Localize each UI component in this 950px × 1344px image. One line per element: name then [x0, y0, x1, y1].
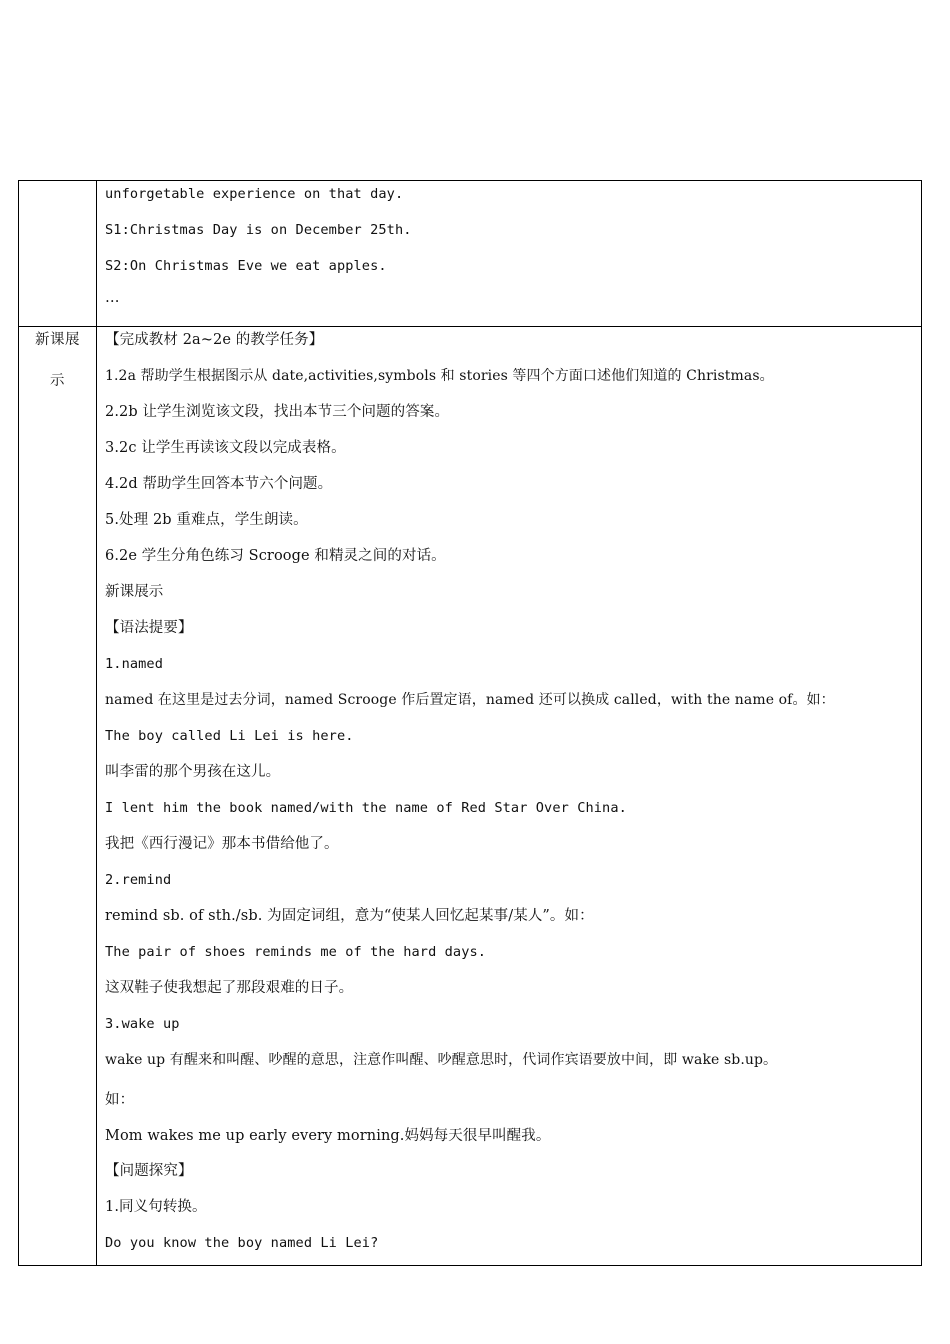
task-1: 1.2a 帮助学生根据图示从 date,activities,symbols 和 stories 等四个方面口述他们知道的 Christmas。 — [105, 368, 774, 384]
grammar-1-example2-zh: 我把《西行漫记》那本书借给他了。 — [105, 836, 339, 852]
grammar-1-explain: named 在这里是过去分词，named Scrooge 作后置定语，named 还可以换成 called，with the name of。如： — [105, 692, 835, 708]
grammar-heading: 【语法提要】 — [105, 620, 193, 636]
grammar-1-title: 1.named — [105, 656, 163, 672]
task-6: 6.2e 学生分角色练习 Scrooge 和精灵之间的对话。 — [105, 548, 446, 564]
row2-label-line1: 新课展 — [35, 332, 80, 348]
grammar-3-example-lead: 如： — [105, 1092, 135, 1108]
row2-label-line2: 示 — [50, 373, 65, 389]
grammar-3-explain: wake up 有醒来和叫醒、吵醒的意思，注意作叫醒、吵醒意思时，代词作宾语要放中间，即 wake sb.up。 — [105, 1052, 778, 1068]
section-new-lesson: 新课展示 — [105, 584, 164, 600]
grammar-2-example-en: The pair of shoes reminds me of the hard days. — [105, 944, 487, 960]
column-divider — [96, 181, 97, 1265]
row-divider — [19, 326, 921, 327]
row1-line-2: S1:Christmas Day is on December 25th. — [105, 222, 412, 238]
task-heading: 【完成教材 2a~2e 的教学任务】 — [105, 332, 324, 348]
task-2: 2.2b 让学生浏览该文段，找出本节三个问题的答案。 — [105, 404, 450, 420]
row1-ellipsis: … — [105, 290, 120, 306]
inquiry-heading: 【问题探究】 — [105, 1163, 193, 1179]
grammar-2-example-zh: 这双鞋子使我想起了那段艰难的日子。 — [105, 980, 354, 996]
row1-line-3: S2:On Christmas Eve we eat apples. — [105, 258, 387, 274]
task-5: 5.处理 2b 重难点，学生朗读。 — [105, 512, 308, 528]
grammar-1-example2-en: I lent him the book named/with the name of Red Star Over China. — [105, 800, 627, 816]
lesson-table — [18, 180, 922, 1266]
grammar-2-title: 2.remind — [105, 872, 172, 888]
grammar-3-title: 3.wake up — [105, 1016, 180, 1032]
grammar-1-example-en: The boy called Li Lei is here. — [105, 728, 354, 744]
grammar-2-explain: remind sb. of sth./sb. 为固定词组，意为“使某人回忆起某事/某人”。如： — [105, 908, 594, 924]
task-3: 3.2c 让学生再读该文段以完成表格。 — [105, 440, 346, 456]
grammar-3-example: Mom wakes me up early every morning.妈妈每天很早叫醒我。 — [105, 1128, 551, 1144]
inquiry-1-title: 1.同义句转换。 — [105, 1199, 207, 1215]
grammar-1-example-zh: 叫李雷的那个男孩在这儿。 — [105, 764, 281, 780]
row1-line-1: unforgetable experience on that day. — [105, 186, 404, 202]
inquiry-1-question: Do you know the boy named Li Lei? — [105, 1235, 379, 1251]
task-4: 4.2d 帮助学生回答本节六个问题。 — [105, 476, 333, 492]
